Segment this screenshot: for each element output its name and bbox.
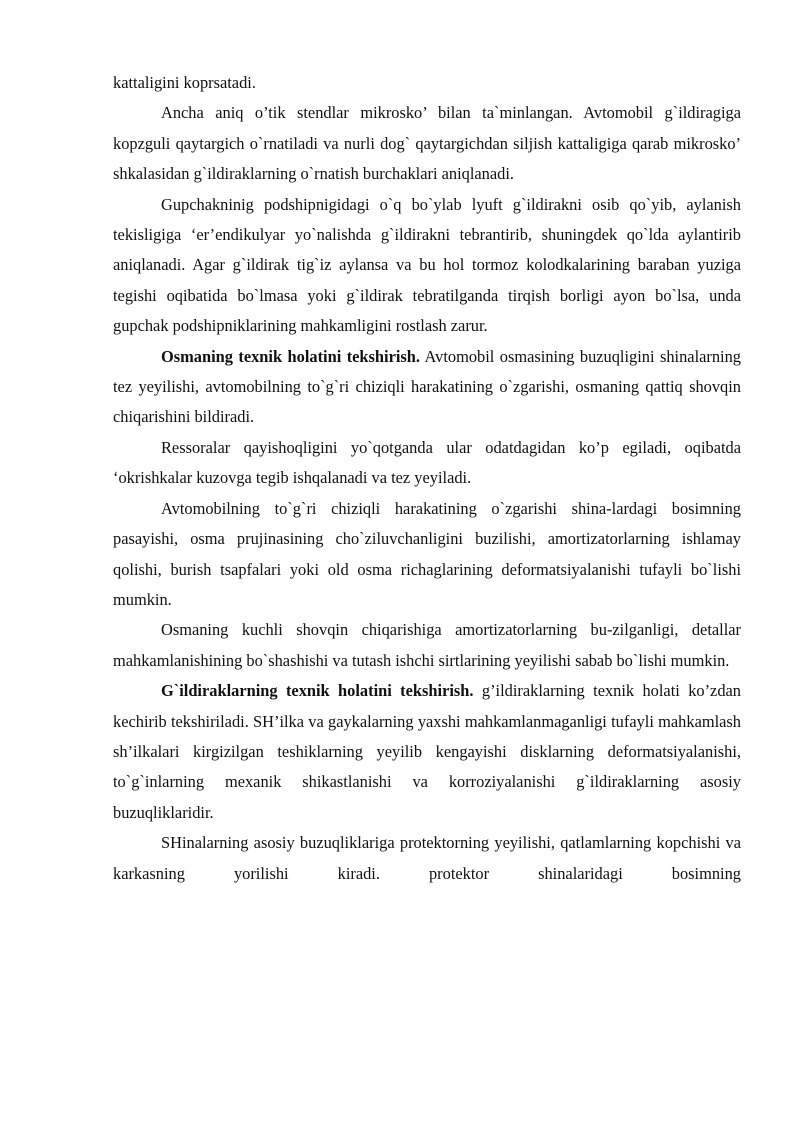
paragraph-7-text: Osmaning kuchli shovqin chiqarishiga amortizatorlarning bu-zilganligi, detallar mahkamlanishining bo`shashishi va tutash ishchi sirtlarining yeyilishi sabab bo`lishi mumkin. bbox=[113, 620, 741, 670]
paragraph-5-text: Ressoralar qayishoqligini yo`qotganda ular odatdagidan ko’p egiladi, oqibatda ‘okrishkalar kuzovga tegib ishqalanadi va tez yeyiladi. bbox=[113, 437, 741, 488]
paragraph-8-wheel-check bbox=[113, 676, 741, 828]
paragraph-5 bbox=[113, 433, 741, 494]
paragraph-8-text: g’ildiraklarning texnik holati ko’zdan kechirib tekshiriladi. SH’ilka va gaykalarning yaxshi mahkamlanmaganligi tufayli mahkamlash sh’ilkalari kirgizilgan teshiklarning yeyilib kengayishi disklarning deformatsiyalanishi, to`g`inlarning mexanik shikastlanishi va korroziyalanishi g`ildiraklarning asosiy buzuqliklaridir. bbox=[113, 681, 741, 822]
document-page bbox=[113, 68, 741, 889]
paragraph-1-text: kattaligini koprsatadi. bbox=[113, 73, 256, 92]
paragraph-4-lead: Osmaning texnik holatini tekshirish. bbox=[161, 346, 421, 366]
paragraph-2-text: Ancha aniq o’tik stendlar mikrosko’ bilan ta`minlangan. Avtomobil g`ildiragiga kopzguli qaytargich o`rnatiladi va nurli dog` qaytargichdan siljish kattaligiga qarab mikrosko’ shkalasidan g`ildiraklarning o`rnatish burchaklari aniqlanadi. bbox=[113, 103, 741, 184]
paragraph-1 bbox=[113, 68, 741, 98]
paragraph-3 bbox=[113, 190, 741, 342]
paragraph-9 bbox=[113, 828, 741, 889]
paragraph-4-suspension-check bbox=[113, 342, 741, 433]
paragraph-6 bbox=[113, 494, 741, 616]
paragraph-7 bbox=[113, 615, 741, 676]
paragraph-6-text: Avtomobilning to`g`ri chiziqli harakatining o`zgarishi shina-lardagi bosimning pasayishi, osma prujinasining cho`ziluvchanligini buzilishi, amortizatorlarning ishlamay qolishi, burish tsapfalari yoki old osma richaglarining deformatsiyalanishi tufayli bo`lishi mumkin. bbox=[113, 498, 741, 609]
paragraph-2 bbox=[113, 98, 741, 189]
paragraph-9-text: SHinalarning asosiy buzuqliklariga protektorning yeyilishi, qatlamlarning kopchishi va karkasning yorilishi kiradi. protektor shinalaridagi bosimning bbox=[113, 833, 741, 883]
paragraph-8-lead: G`ildiraklarning texnik holatini tekshirish. bbox=[161, 681, 474, 701]
paragraph-4-text: Avtomobil osmasining buzuqligini shinalarning tez yeyilishi, avtomobilning to`g`ri chiziqli harakatining o`zgarishi, osmaning qattiq shovqin chiqarishini bildiradi. bbox=[113, 346, 741, 427]
paragraph-3-text: Gupchakninig podshipnigidagi o`q bo`ylab lyuft g`ildirakni osib qo`yib, aylanish tekisligiga ‘er’endikulyar yo`nalishda g`ildirakni tebrantirib, shuningdek qo`lda aylantirib aniqlanadi. Agar g`ildirak tig`iz aylansa va bu hol tormoz kolodkalarining baraban yuziga tegishi oqibatida bo`lmasa yoki g`ildirak tebratilganda tirqish borligi ayon bo`lsa, unda gupchak podshipniklarining mahkamligini rostlash zarur. bbox=[113, 194, 741, 336]
